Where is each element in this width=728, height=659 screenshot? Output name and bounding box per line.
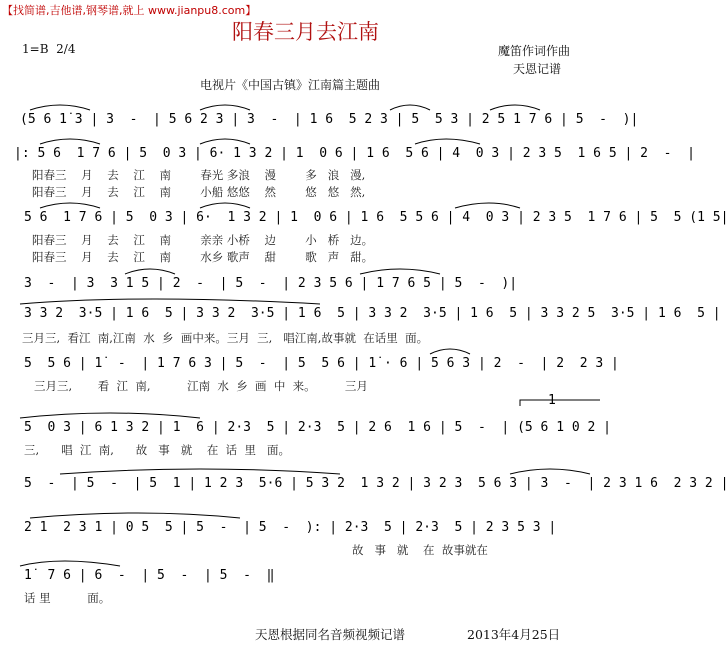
tie-arc — [40, 139, 100, 144]
lyrics-row-10: 话 里 面。 — [24, 591, 111, 605]
first-ending-label: 1 — [548, 393, 556, 408]
tie-arc — [60, 469, 340, 474]
transcriber-credit: 天恩记谱 — [513, 62, 562, 76]
tie-arc — [20, 299, 320, 304]
tie-arc — [200, 105, 250, 110]
first-ending-bracket — [520, 400, 600, 406]
lyrics-row-5: 三月三, 看江 南,江南 水 乡 画中来。三月 三, 唱江南,故事就 在话里 面。 — [22, 331, 429, 345]
song-subtitle: 电视片《中国古镇》江南篇主题曲 — [200, 78, 381, 92]
score-row-4: 3 - | 3 3 1 5 | 2 - | 5 - | 2 3 5 6 | 1 7 6 5 | 5 - )| — [24, 276, 518, 291]
lyrics-row-3-verse-1: 阳春三 月 去 江 南 亲亲 小桥 边 小 桥 边。 — [32, 233, 374, 247]
score-row-3: 5 6 1 7 6 | 5 0 3 | 6· 1 3 2 | 1 0 6 | 1 6 5 5 6 | 4 0 3 | 2 3 5 1 7 6 | 5 5 (1 5| — [24, 210, 728, 225]
tie-arc — [20, 561, 120, 566]
tie-arc — [30, 105, 90, 110]
tie-arc — [415, 139, 480, 144]
score-row-10: 1̇ 7 6 | 6 - | 5 - | 5 - ‖ — [24, 568, 275, 583]
lyrics-row-9: 故 事 就 在 故事就在 — [352, 543, 488, 557]
score-row-7: 5 0 3 | 6 1 3 2 | 1 6 | 2·3 5 | 2·3 5 | 2 6 1 6 | 5 - | (5 6 1 0 2 | — [24, 420, 611, 435]
transcription-note: 天恩根据同名音频视频记谱 — [255, 627, 406, 642]
song-title: 阳春三月去江南 — [232, 20, 379, 44]
tie-arc — [40, 203, 100, 208]
tie-arc — [200, 203, 250, 208]
tie-arc — [20, 413, 200, 418]
tie-arc — [125, 269, 175, 274]
tie-arc — [390, 105, 430, 110]
site-banner[interactable]: 【找简谱,吉他谱,钢琴谱,就上 www.jianpu8.com】 — [2, 4, 257, 17]
tie-arc — [200, 139, 250, 144]
score-row-8: 5 - | 5 - | 5 1 | 1 2 3 5·6 | 5 3 2 1 3 2 | 3 2 3 5 6 3 | 3 - | 2 3 1 6 2 3 2 | — [24, 476, 728, 491]
tie-arc — [430, 349, 470, 354]
score-row-1: (5 6 1̇ 3 | 3 - | 5 6 2 3 | 3 - | 1 6 5 2 3 | 5 5 3 | 2 5 1 7 6 | 5 - )| — [20, 112, 639, 127]
tie-arc — [510, 469, 590, 474]
tie-arc — [30, 513, 240, 518]
composer-credit: 魔笛作词作曲 — [498, 44, 571, 58]
lyrics-row-2-verse-2: 阳春三 月 去 江 南 小船 悠悠 然 悠 悠 然, — [32, 185, 366, 199]
key-signature: 1=B 2/4 — [22, 42, 76, 56]
transcription-date: 2013年4月25日 — [467, 627, 561, 642]
tie-arc — [490, 105, 540, 110]
tie-arc — [455, 203, 520, 208]
lyrics-row-3-verse-2: 阳春三 月 去 江 南 水乡 歌声 甜 歌 声 甜。 — [32, 250, 374, 264]
lyrics-row-7: 三, 唱 江 南, 故 事 就 在 话 里 面。 — [24, 443, 290, 457]
lyrics-row-6: 三月三, 看 江 南, 江南 水 乡 画 中 来。 三月 — [34, 379, 368, 393]
score-row-6: 5 5 6 | 1̇ - | 1 7 6 3 | 5 - | 5 5 6 | 1̇ · 6 | 5 6 3 | 2 - | 2 2 3 | — [24, 356, 619, 371]
score-row-5: 3 3 2 3·5 | 1 6 5 | 3 3 2 3·5 | 1 6 5 | 3 3 2 3·5 | 1 6 5 | 3 3 2 5 3·5 | 1 6 5 | — [24, 306, 721, 321]
score-row-9: 2 1 2 3 1 | 0 5 5 | 5 - | 5 - ): | 2·3 5 | 2·3 5 | 2 3 5 3 | — [24, 520, 557, 535]
lyrics-row-2-verse-1: 阳春三 月 去 江 南 春光 多浪 漫 多 浪 漫, — [32, 168, 366, 182]
score-row-2: |: 5 6 1 7 6 | 5 0 3 | 6· 1 3 2 | 1 0 6 | 1 6 5 6 | 4 0 3 | 2 3 5 1 6 5 | 2 - | — [14, 146, 695, 161]
tie-arc — [360, 269, 440, 274]
